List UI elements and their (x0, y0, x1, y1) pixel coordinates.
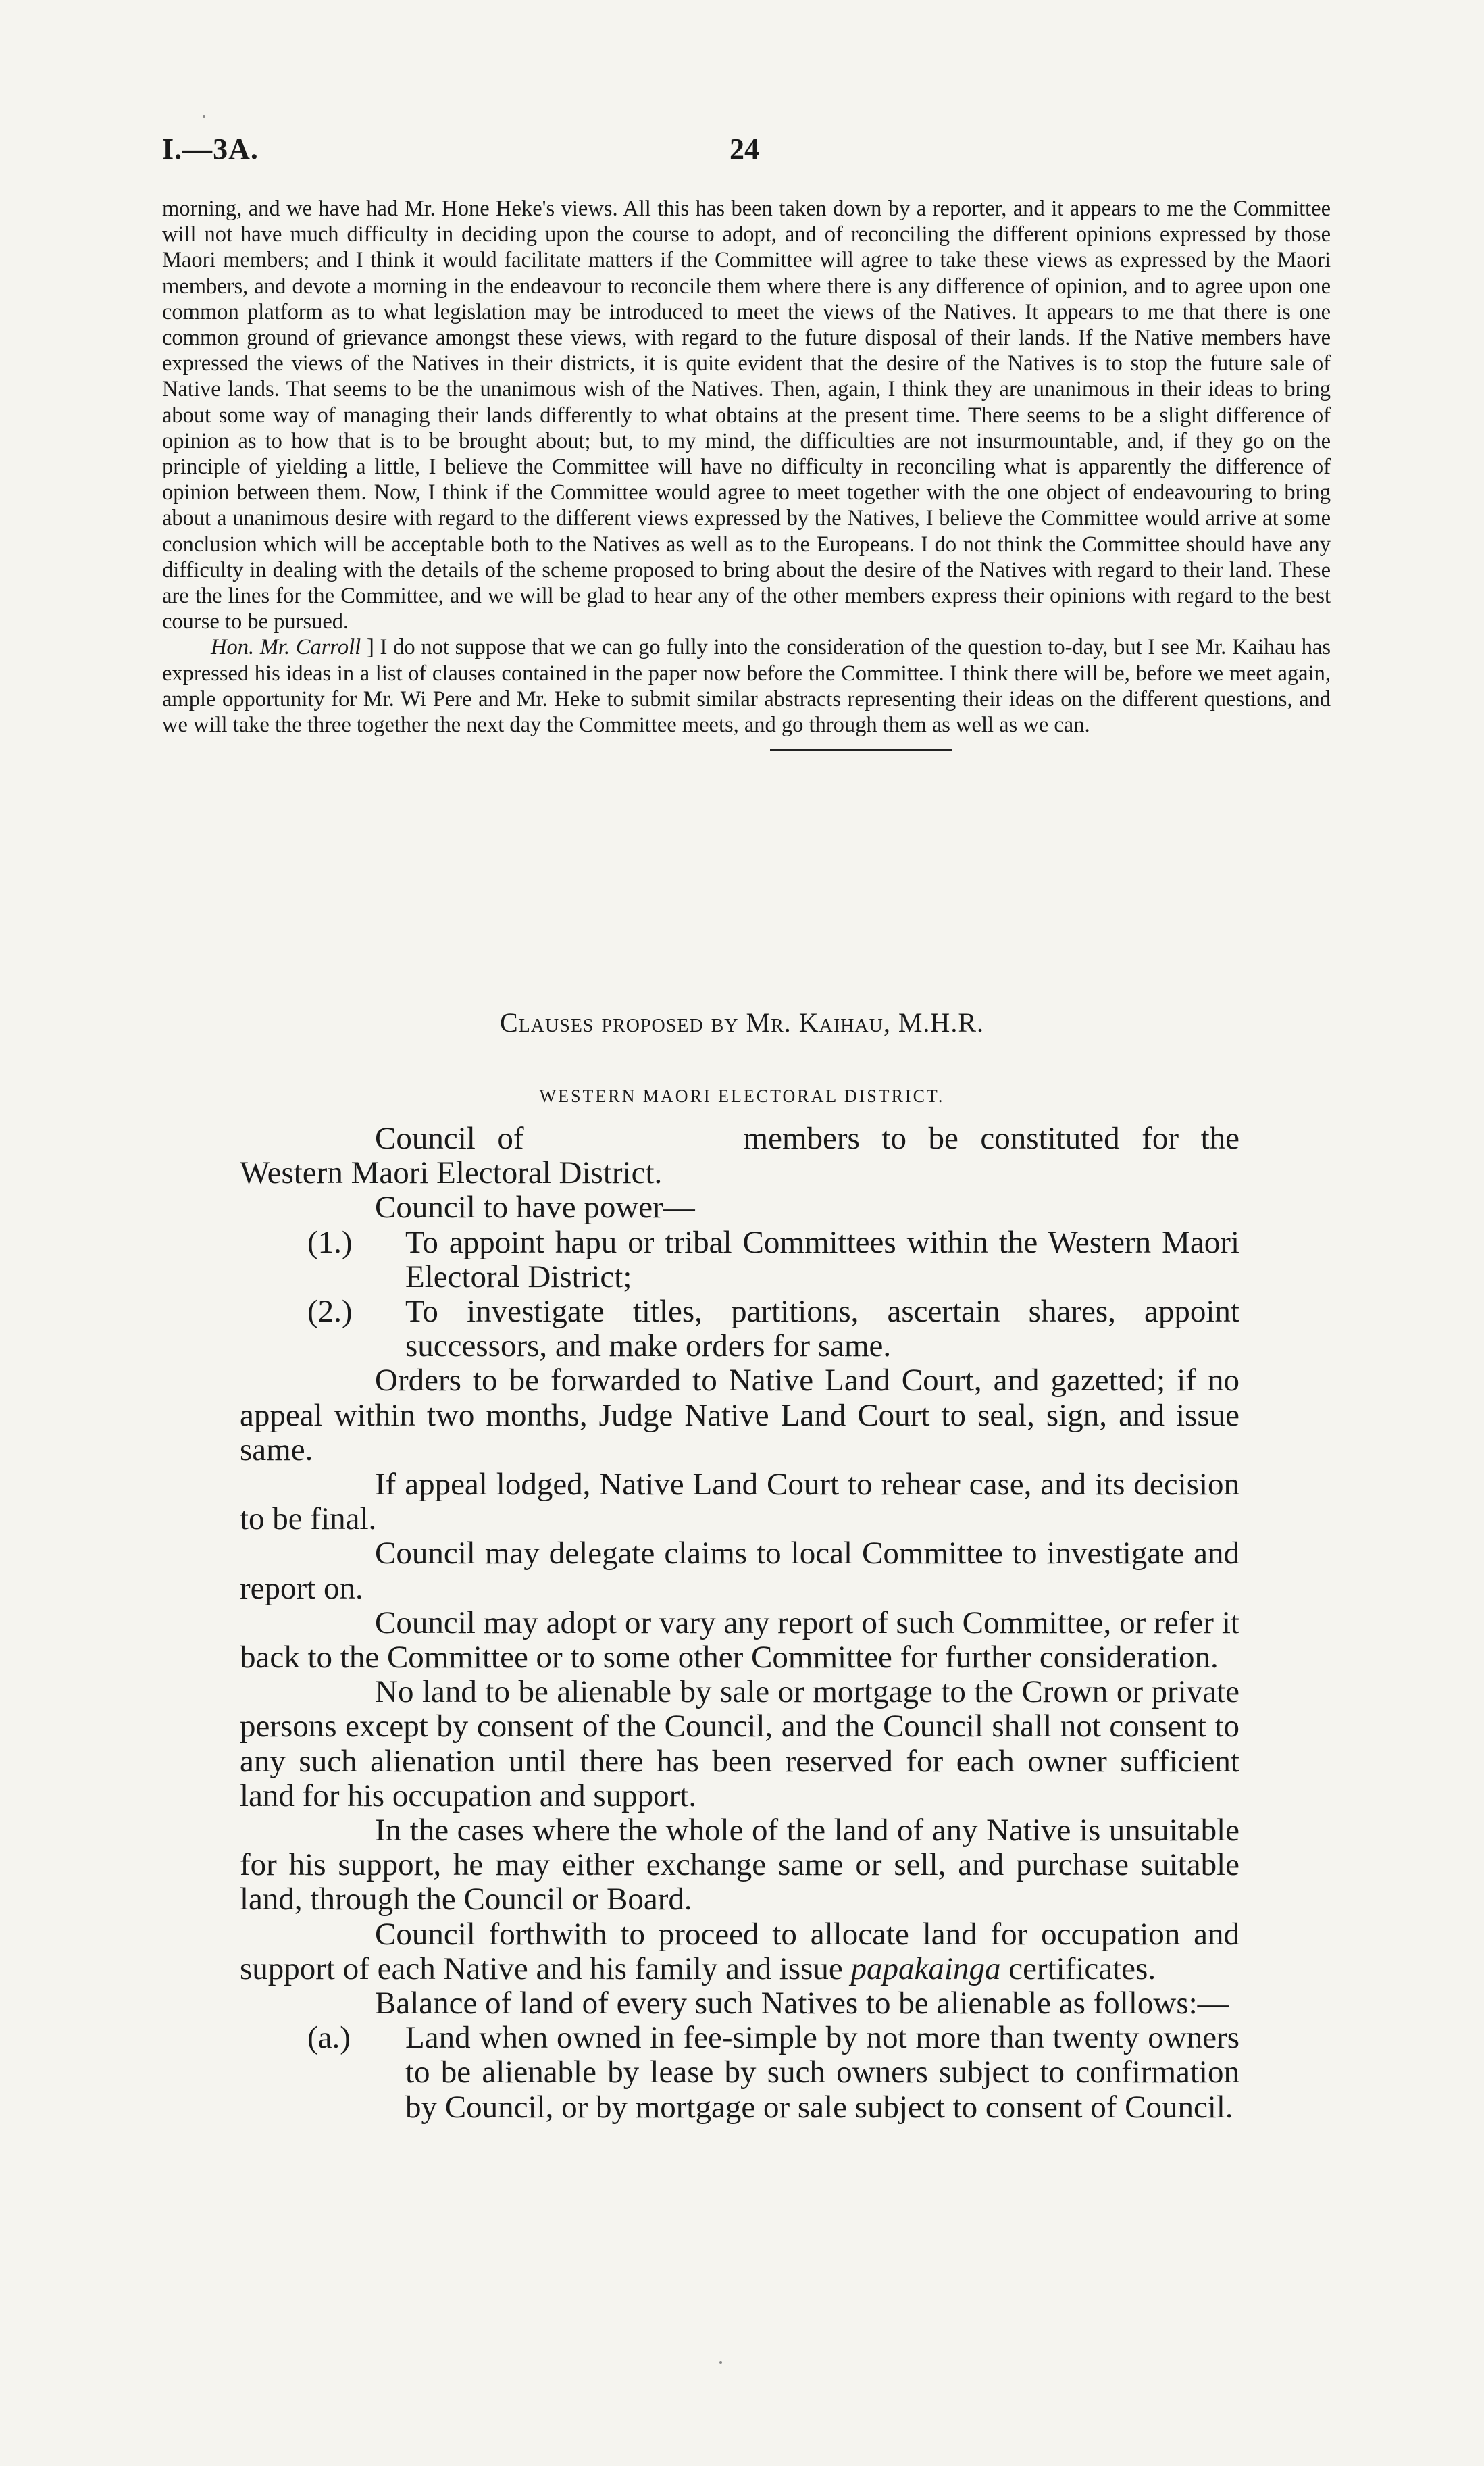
clause-power-intro: Council to have power— (375, 1190, 695, 1226)
item-text: Land when owned in fee-simple by not more than twenty owners to be alienable by lease by such owners subject to confirmation by Council, or by mortgage or sale subject to consent of Council. (405, 2020, 1239, 2125)
item-number: (2.) (307, 1294, 353, 1330)
item-text: To investigate titles, partitions, ascertain shares, appoint successors, and make orders for same. (405, 1294, 1239, 1364)
clause-item (307, 1226, 1239, 1294)
clause-item (307, 2021, 1239, 2125)
clause-paragraph: If appeal lodged, Native Land Court to rehear case, and its decision to be final. (240, 1467, 1239, 1537)
section-divider (770, 749, 952, 751)
clause-paragraph: Orders to be forwarded to Native Land Court, and gazetted; if no appeal within two months, Judge Native Land Court to seal, sign, and issue same. (240, 1363, 1239, 1467)
speech-text: ] I do not suppose that we can go fully into the consideration of the question to-day, but I see Mr. Kaihau has expressed his ideas in a list of clauses contained in the paper now before the Committee. I think there will be, before we meet again, ample opportunity for Mr. Wi Pere and Mr. Heke to submit similar abstracts representing their ideas on the different questions, and we will take the three together the next day the Committee meets, and go through them as well as we can. (162, 635, 1331, 738)
print-speck (719, 2361, 722, 2364)
clause-paragraph: Council may delegate claims to local Committee to investigate and report on. (240, 1536, 1239, 1606)
page-number: 24 (730, 132, 759, 166)
carroll-paragraph (162, 634, 1331, 738)
print-speck (203, 115, 205, 118)
clause-balance: Balance of land of every such Natives to be alienable as follows:— (375, 1986, 1229, 2021)
paragraph: morning, and we have had Mr. Hone Heke's views. All this has been taken down by a reporter, and it appears to me the Committee will not have much difficulty in deciding upon the course to adopt, and of reconciling the different opinions expressed by those Maori members; and I think it would facilitate matters if the Committee will agree to take these views as expressed by the Maori members, and devote a morning in the endeavour to reconcile them where there is any difference of opinion, and to agree upon one common platform as to what legislation may be introduced to meet the views of the Natives. It appears to me that there is one common ground of grievance amongst these views, with regard to the future disposal of their lands. If the Native members have expressed the views of the Natives in their districts, it is quite evident that the desire of the Natives is to stop the future sale of Native lands. That seems to be the unanimous wish of the Natives. Then, again, I think they are unanimous in their ideas to bring about some way of managing their lands differently to what obtains at the present time. There seems to be a slight difference of opinion as to how that is to be brought about; but, to my mind, the difficulties are not insurmountable, and, if they go on the principle of yielding a little, I believe the Committee will have no difficulty in reconciling what is apparently the difference of opinion between them. Now, I think if the Committee would agree to meet together with the one object of endeavouring to bring about a unanimous desire with regard to the different views expressed by the Natives, I believe the Committee would arrive at some conclusion which will be acceptable both to the Natives as well as to the Europeans. I do not think the Committee should have any difficulty in dealing with the details of the scheme proposed to bring about the desire of the Natives with regard to their land. These are the lines for the Committee, and we will be glad to hear any of the other members express their opinions with regard to the best course to be pursued. (162, 197, 1331, 634)
item-number: (a.) (307, 2020, 351, 2056)
item-number: (1.) (307, 1224, 353, 1260)
clause-paragraph: In the cases where the whole of the land of any Native is unsuitable for his support, he may either exchange same or sell, and purchase suitable land, through the Council or Board. (240, 1813, 1239, 1917)
clause-paragraph: Council may adopt or vary any report of such Committee, or refer it back to the Committee or to some other Committee for further consideration. (240, 1605, 1239, 1676)
clause-council: Council of members to be constituted for the Western Maori Electoral District. (240, 1121, 1239, 1191)
clause-item (307, 1294, 1239, 1363)
clauses-body (240, 1122, 1239, 2125)
item-text: To appoint hapu or tribal Committees within the Western Maori Electoral District; (405, 1224, 1239, 1294)
district-heading: WESTERN MAORI ELECTORAL DISTRICT. (539, 1086, 945, 1106)
speaker-name: Hon. Mr. Carroll (211, 635, 361, 660)
clauses-heading: Clauses proposed by Mr. Kaihau, M.H.R. (500, 1007, 984, 1038)
page-header (162, 132, 1331, 172)
maori-term: papakainga (850, 1951, 1001, 1986)
minutes-text (162, 196, 1331, 751)
clause-papakainga: Council forthwith to proceed to allocate land for occupation and support of each Native and his family and issue papakainga certificates. (240, 1916, 1239, 1986)
clause-paragraph: No land to be alienable by sale or mortgage to the Crown or private persons except by consent of the Council, and the Council shall not consent to any such alienation until there has been reserved for each owner sufficient land for his occupation and support. (240, 1674, 1239, 1813)
document-reference: I.—3A. (162, 132, 259, 166)
